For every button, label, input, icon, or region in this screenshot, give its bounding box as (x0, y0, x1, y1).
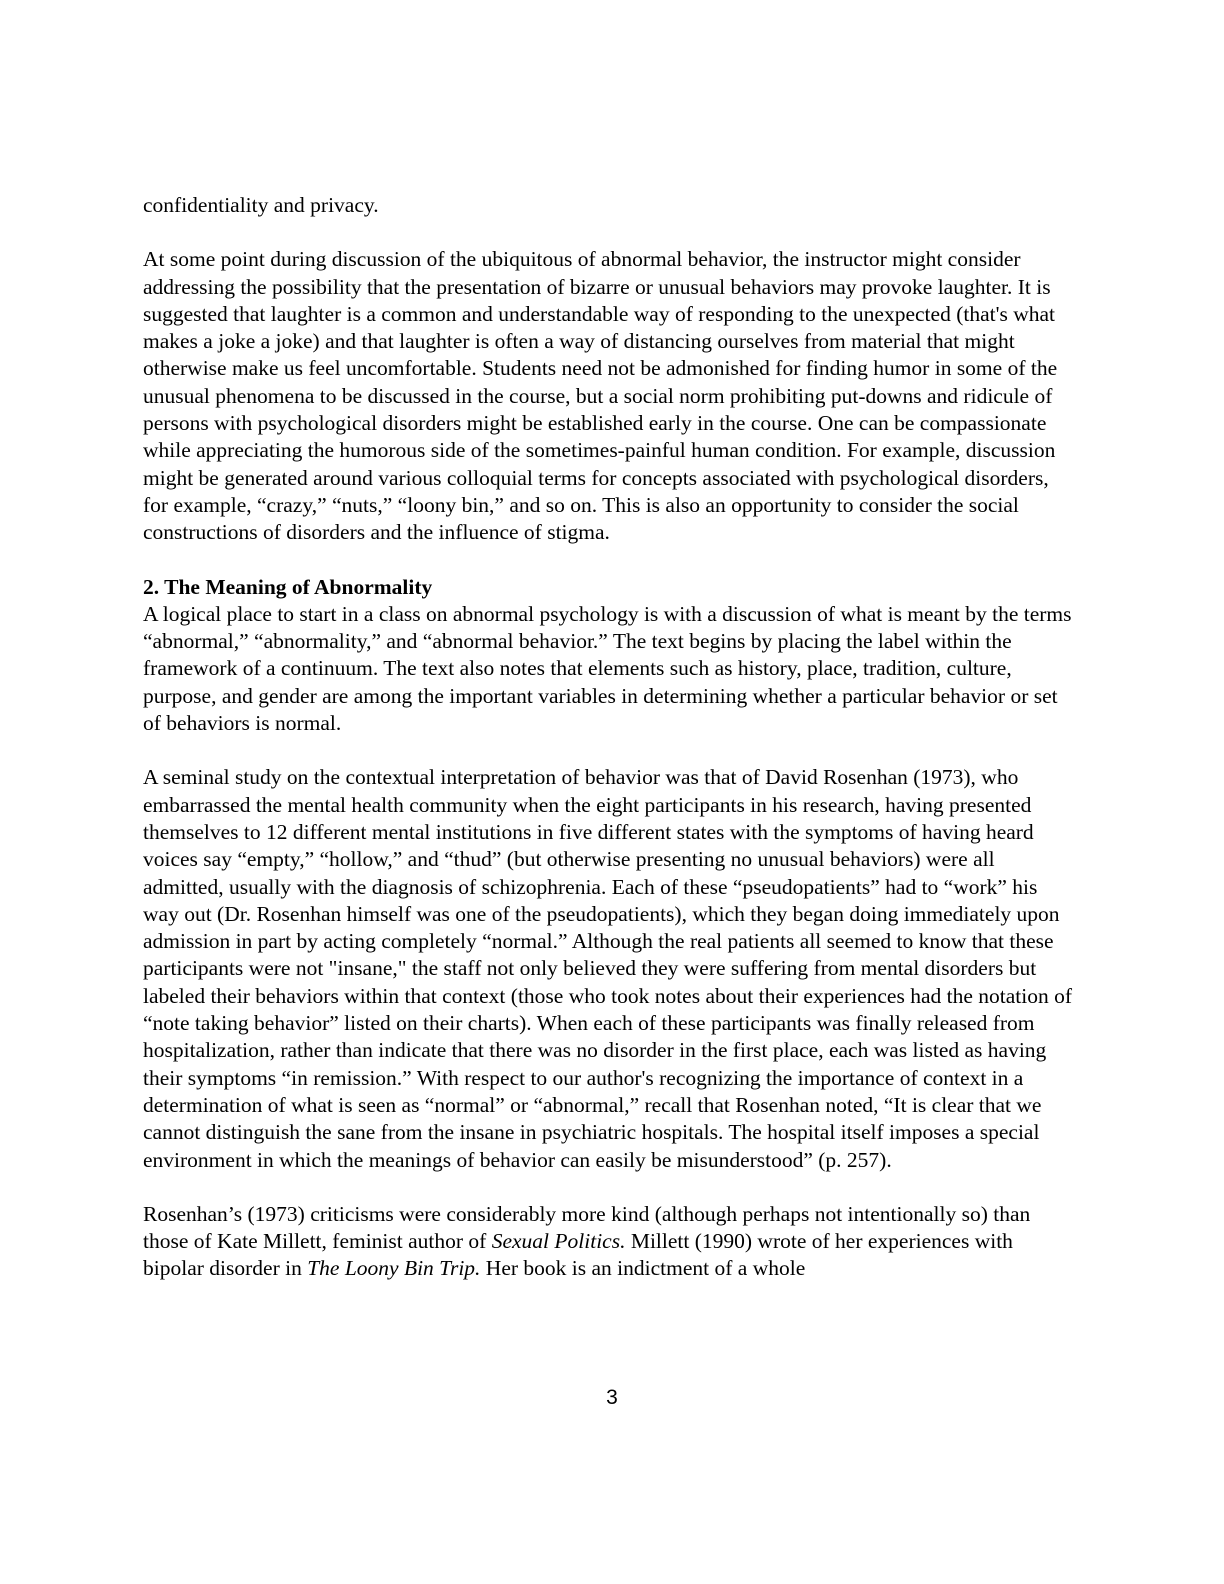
book-title-sexual-politics: Sexual Politics. (491, 1229, 626, 1254)
millett-text-part2: Millett (1990) wrote of her experiences with bipolar disorder in (143, 1229, 1013, 1281)
millett-text-part3: Her book is an indictment of a whole (480, 1256, 806, 1281)
section-heading: 2. The Meaning of Abnormality (143, 574, 433, 599)
paragraph-confidentiality: confidentiality and privacy. (143, 193, 379, 217)
paragraph-spacer (143, 1174, 1073, 1201)
book-title-loony-bin-trip: The Loony Bin Trip. (307, 1256, 481, 1281)
page-number: 3 (606, 1386, 618, 1409)
paragraph-meaning: A logical place to start in a class on abnormal psychology is with a discussion of what is meant by the terms “abnormal,” “abnormality,” and “abnormal behavior.” The text begins by placing the label within the framework of a continuum. The text also notes that elements such as history, place, tradition, culture, purpose, and gender are among the important variables in determining whether a particular behavior or set of behaviors is normal. (143, 601, 1072, 736)
paragraph-spacer (143, 219, 1073, 246)
paragraph-rosenhan: A seminal study on the contextual interpretation of behavior was that of David Rosenhan (1973), who embarrassed the mental health community when the eight participants in his research, having presented themselves to 12 different mental institutions in five different states with the symptoms of having heard voices say “empty,” “hollow,” and “thud” (but otherwise presenting no unusual behaviors) were all admitted, usually with the diagnosis of schizophrenia. Each of these “pseudopatients” had to “work” his way out (Dr. Rosenhan himself was one of the pseudopatients), which they began doing immediately upon admission in part by acting completely “normal.” Although the real patients all seemed to know that these participants were not "insane," the staff not only believed they were suffering from mental disorders but labeled their behaviors within that context (those who took notes about their experiences had the notation of “note taking behavior” listed on their charts). When each of these participants was finally released from hospitalization, rather than indicate that there was no disorder in the first place, each was listed as having their symptoms “in remission.” With respect to our author's recognizing the importance of context in a determination of what is seen as “normal” or “abnormal,” recall that Rosenhan noted, “It is clear that we cannot distinguish the sane from the insane in psychiatric hospitals. The hospital itself imposes a special environment in which the meanings of behavior can easily be misunderstood” (p. 257). (143, 765, 1073, 1172)
page-body (143, 192, 1073, 1283)
paragraph-spacer (143, 547, 1073, 574)
millett-text-part1: Rosenhan’s (1973) criticisms were considerably more kind (although perhaps not intentionally so) than those of Kate Millett, feminist author of (143, 1201, 1031, 1254)
paragraph-laughter: At some point during discussion of the ubiquitous of abnormal behavior, the instructor might consider addressing the possibility that the presentation of bizarre or unusual behaviors may provoke laughter. It is suggested that laughter is a common and understandable way of responding to the unexpected (that's what makes a joke a joke) and that laughter is often a way of distancing ourselves from material that might otherwise make us feel uncomfortable. Students need not be admonished for finding humor in some of the unusual phenomena to be discussed in the course, but a social norm prohibiting put-downs and ridicule of persons with psychological disorders might be established early in the course. One can be compassionate while appreciating the humorous side of the sometimes-painful human condition. For example, discussion might be generated around various colloquial terms for concepts associated with psychological disorders, for example, “crazy,” “nuts,” “loony bin,” and so on. This is also an opportunity to consider the social constructions of disorders and the influence of stigma. (143, 247, 1058, 545)
paragraph-millett (143, 1201, 1073, 1283)
paragraph-spacer (143, 737, 1073, 764)
